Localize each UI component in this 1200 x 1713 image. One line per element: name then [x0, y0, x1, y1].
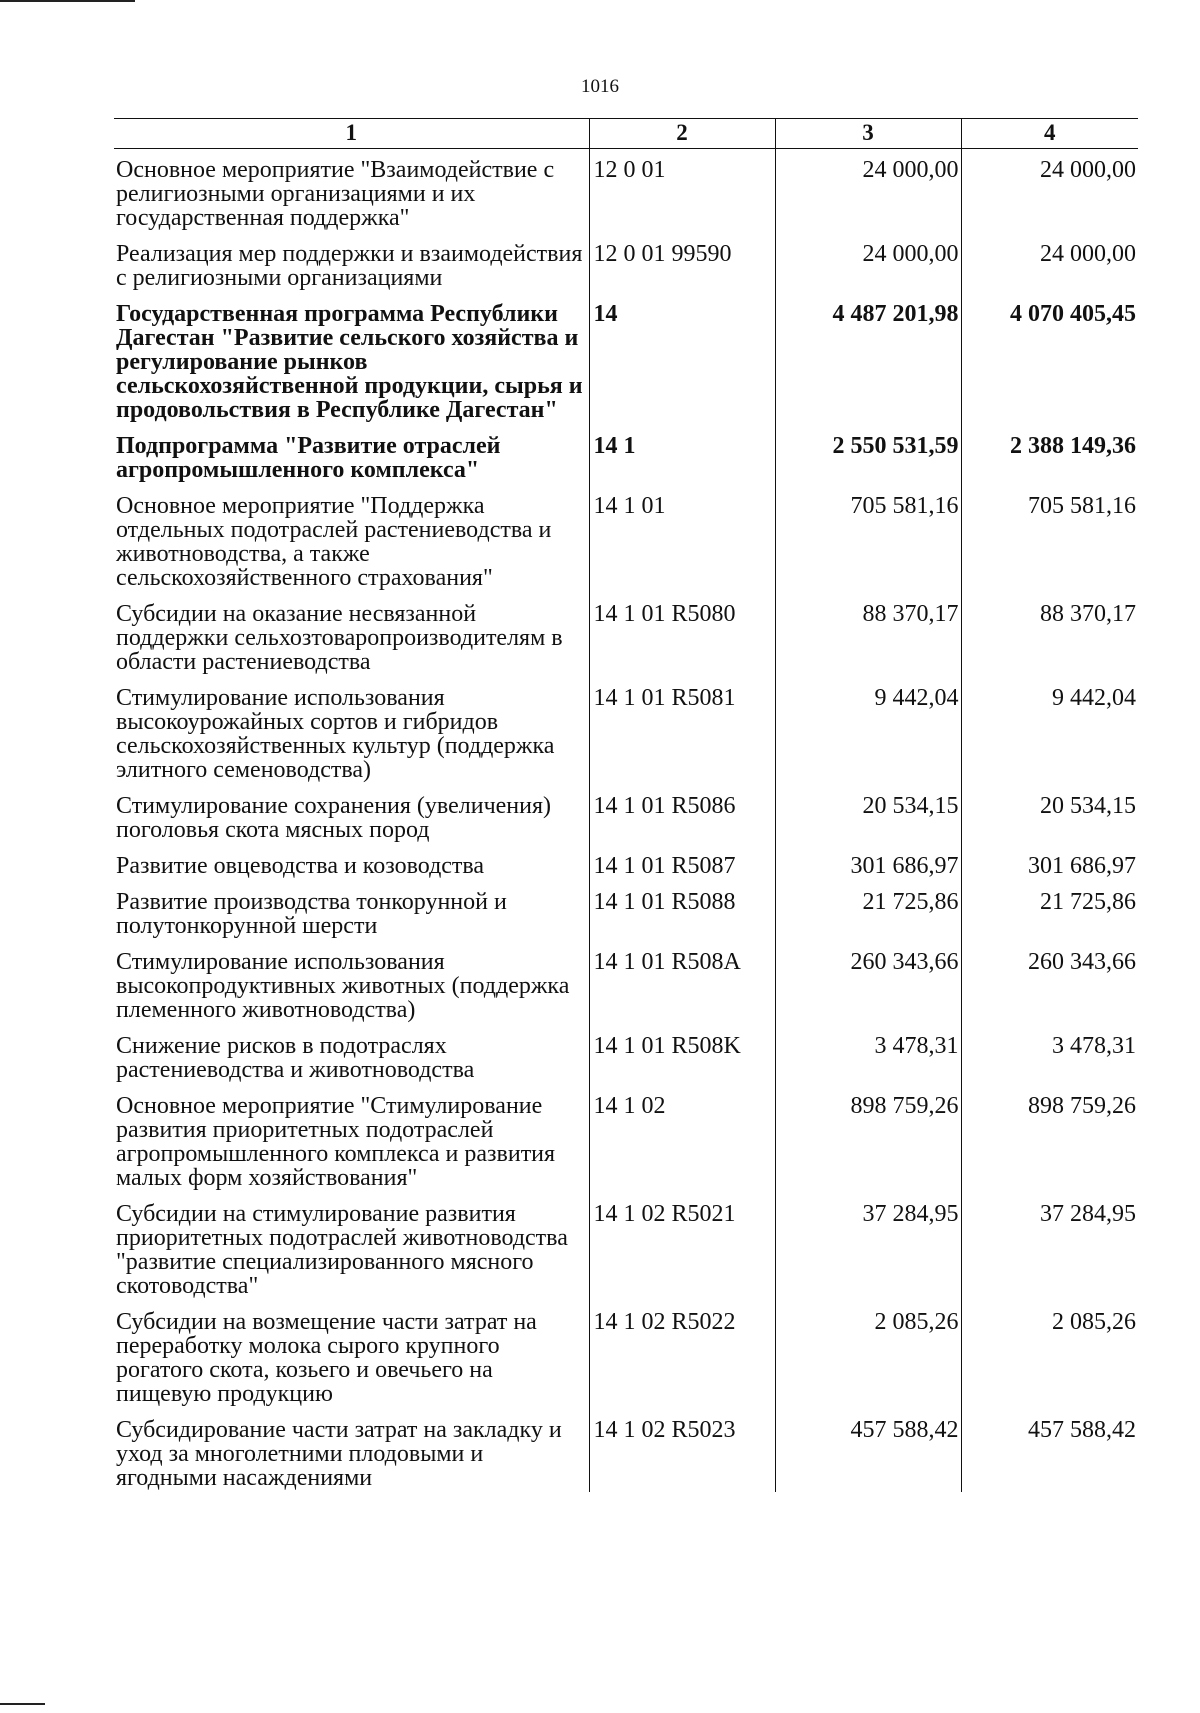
column-header-1: 1: [114, 119, 589, 149]
row-code-cell: 14 1 01 R508A: [589, 940, 775, 1024]
row-value-col4-cell: 705 581,16: [961, 484, 1138, 592]
row-value-col3-cell: 24 000,00: [775, 232, 961, 292]
row-name-cell: Стимулирование использования высокоурожайных сортов и гибридов сельскохозяйственных культур (поддержка элитного семеноводства): [116, 685, 555, 783]
row-name-cell: Основное мероприятие "Поддержка отдельных подотраслей растениеводства и животноводства, а также сельскохозяйственного страхования": [116, 493, 552, 591]
table-row: [114, 1024, 1138, 1084]
column-header-2: 2: [589, 119, 775, 149]
row-name-cell: Субсидии на возмещение части затрат на переработку молока сырого крупного рогатого скота, козьего и овечьего на пищевую продукцию: [116, 1309, 537, 1407]
row-value-col3-cell: 260 343,66: [775, 940, 961, 1024]
row-value-col4-cell: 24 000,00: [961, 149, 1138, 233]
row-value-col4-cell: 898 759,26: [961, 1084, 1138, 1192]
table-body: [114, 149, 1138, 1493]
row-name-cell: Субсидии на стимулирование развития приоритетных подотраслей животноводства "развитие специализированного мясного скотоводства": [116, 1201, 568, 1299]
row-code-cell: 14 1 02 R5022: [589, 1300, 775, 1408]
row-value-col4-cell: 20 534,15: [961, 784, 1138, 844]
row-value-col4-cell: 3 478,31: [961, 1024, 1138, 1084]
row-name-cell: Подпрограмма "Развитие отраслей агропромышленного комплекса": [116, 433, 501, 483]
row-code-cell: 14 1 01 R5088: [589, 880, 775, 940]
row-code-cell: 14 1 01 R5086: [589, 784, 775, 844]
row-name-cell: Основное мероприятие "Взаимодействие с религиозными организациями и их государственная поддержка": [116, 157, 555, 231]
row-code-cell: 14 1 02: [589, 1084, 775, 1192]
table-row: [114, 1300, 1138, 1408]
row-code-cell: 14 1 01: [589, 484, 775, 592]
table-row: [114, 880, 1138, 940]
table-row: [114, 424, 1138, 484]
column-header-4: 4: [961, 119, 1138, 149]
row-name-cell: Снижение рисков в подотраслях растениеводства и животноводства: [116, 1033, 475, 1083]
scan-edge-mark-bottom: [0, 1703, 45, 1705]
row-name-cell: Реализация мер поддержки и взаимодействия с религиозными организациями: [116, 241, 583, 291]
row-value-col3-cell: 705 581,16: [775, 484, 961, 592]
table-row: [114, 1192, 1138, 1300]
row-value-col4-cell: 37 284,95: [961, 1192, 1138, 1300]
row-value-col3-cell: 457 588,42: [775, 1408, 961, 1492]
row-value-col3-cell: 21 725,86: [775, 880, 961, 940]
table-header-row: [114, 119, 1138, 149]
table-row: [114, 676, 1138, 784]
row-value-col3-cell: 3 478,31: [775, 1024, 961, 1084]
row-value-col4-cell: 2 388 149,36: [961, 424, 1138, 484]
row-value-col3-cell: 24 000,00: [775, 149, 961, 233]
row-code-cell: 14: [589, 292, 775, 424]
row-code-cell: 14 1 01 R508K: [589, 1024, 775, 1084]
row-code-cell: 12 0 01 99590: [589, 232, 775, 292]
row-name-cell: Развитие овцеводства и козоводства: [116, 853, 485, 879]
table-row: [114, 232, 1138, 292]
row-value-col3-cell: 898 759,26: [775, 1084, 961, 1192]
table-row: [114, 844, 1138, 880]
row-value-col4-cell: 21 725,86: [961, 880, 1138, 940]
row-value-col4-cell: 301 686,97: [961, 844, 1138, 880]
row-value-col3-cell: 9 442,04: [775, 676, 961, 784]
row-code-cell: 14 1 01 R5087: [589, 844, 775, 880]
page-number: 1016: [581, 76, 619, 97]
row-value-col4-cell: 88 370,17: [961, 592, 1138, 676]
table-row: [114, 484, 1138, 592]
row-name-cell: Стимулирование сохранения (увеличения) поголовья скота мясных пород: [116, 793, 552, 843]
row-code-cell: 14 1 02 R5021: [589, 1192, 775, 1300]
row-value-col3-cell: 88 370,17: [775, 592, 961, 676]
row-code-cell: 14 1: [589, 424, 775, 484]
table-row: [114, 149, 1138, 233]
row-value-col4-cell: 260 343,66: [961, 940, 1138, 1024]
row-value-col4-cell: 24 000,00: [961, 232, 1138, 292]
row-name-cell: Субсидии на оказание несвязанной поддержки сельхозтоваропроизводителям в области растениеводства: [116, 601, 563, 675]
row-value-col3-cell: 2 085,26: [775, 1300, 961, 1408]
table-row: [114, 940, 1138, 1024]
row-name-cell: Развитие производства тонкорунной и полутонкорунной шерсти: [116, 889, 507, 939]
scan-edge-mark-top: [0, 0, 135, 2]
row-value-col3-cell: 2 550 531,59: [775, 424, 961, 484]
row-name-cell: Субсидирование части затрат на закладку и уход за многолетними плодовыми и ягодными насаждениями: [116, 1417, 562, 1491]
row-code-cell: 12 0 01: [589, 149, 775, 233]
table-row: [114, 1408, 1138, 1492]
row-name-cell: Государственная программа Республики Дагестан "Развитие сельского хозяйства и регулирование рынков сельскохозяйственной продукции, сырья и продовольствия в Республике Дагестан": [116, 301, 583, 423]
row-value-col3-cell: 4 487 201,98: [775, 292, 961, 424]
budget-table: [114, 118, 1138, 1492]
row-value-col3-cell: 37 284,95: [775, 1192, 961, 1300]
row-code-cell: 14 1 01 R5081: [589, 676, 775, 784]
row-code-cell: 14 1 02 R5023: [589, 1408, 775, 1492]
row-value-col4-cell: 2 085,26: [961, 1300, 1138, 1408]
row-value-col4-cell: 457 588,42: [961, 1408, 1138, 1492]
column-header-3: 3: [775, 119, 961, 149]
row-name-cell: Основное мероприятие "Стимулирование развития приоритетных подотраслей агропромышленного комплекса и развития малых форм хозяйствования": [116, 1093, 556, 1191]
row-value-col3-cell: 301 686,97: [775, 844, 961, 880]
row-value-col4-cell: 4 070 405,45: [961, 292, 1138, 424]
row-value-col3-cell: 20 534,15: [775, 784, 961, 844]
row-value-col4-cell: 9 442,04: [961, 676, 1138, 784]
table-row: [114, 292, 1138, 424]
table-row: [114, 1084, 1138, 1192]
table-row: [114, 784, 1138, 844]
table-row: [114, 592, 1138, 676]
row-code-cell: 14 1 01 R5080: [589, 592, 775, 676]
row-name-cell: Стимулирование использования высокопродуктивных животных (поддержка племенного животноводства): [116, 949, 570, 1023]
